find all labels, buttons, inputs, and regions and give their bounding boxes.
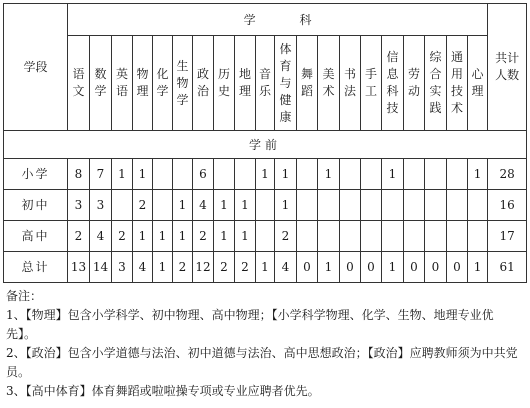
count-cell: 1	[468, 159, 488, 190]
count-cell: 1	[173, 190, 193, 221]
stage-cell: 高中	[4, 221, 68, 252]
count-cell: 14	[90, 252, 112, 283]
count-cell	[361, 159, 382, 190]
count-cell: 13	[68, 252, 90, 283]
table-row	[4, 221, 527, 252]
notes-line-1: 1、【物理】包含小学科学、初中物理、高中物理；【小学科学物理、化学、生物、地理专业优先】。	[6, 308, 494, 341]
subject-header-cell: 手工	[361, 36, 382, 131]
count-cell: 2	[193, 221, 214, 252]
subject-header-cell: 历史	[214, 36, 235, 131]
count-cell: 2	[275, 221, 297, 252]
count-cell: 1	[214, 221, 235, 252]
table-row	[4, 159, 527, 190]
count-cell	[425, 190, 447, 221]
count-cell: 4	[90, 221, 112, 252]
count-cell	[361, 190, 382, 221]
count-cell: 0	[425, 252, 447, 283]
count-cell	[297, 159, 318, 190]
count-cell: 8	[68, 159, 90, 190]
stage-header: 学段	[4, 4, 68, 131]
table-row	[4, 252, 527, 283]
stage-cell: 小学	[4, 159, 68, 190]
stage-cell: 总计	[4, 252, 68, 283]
count-cell: 4	[133, 252, 153, 283]
total-cell: 16	[488, 190, 527, 221]
notes-section	[6, 287, 520, 401]
count-cell: 2	[214, 252, 235, 283]
count-cell: 1	[173, 221, 193, 252]
subject-header-cell: 物理	[133, 36, 153, 131]
count-cell: 1	[153, 252, 173, 283]
count-cell: 1	[318, 159, 340, 190]
count-cell: 2	[235, 252, 256, 283]
count-cell	[153, 159, 173, 190]
count-cell: 1	[256, 159, 275, 190]
staff-table	[3, 3, 527, 283]
subject-header-cell: 信息科技	[382, 36, 404, 131]
count-cell	[404, 159, 425, 190]
count-cell	[382, 221, 404, 252]
count-cell	[468, 221, 488, 252]
count-cell	[153, 190, 173, 221]
count-cell	[468, 190, 488, 221]
count-cell	[256, 190, 275, 221]
count-cell: 1	[318, 252, 340, 283]
count-cell: 3	[68, 190, 90, 221]
count-cell: 2	[133, 190, 153, 221]
total-header: 共计人数	[488, 4, 527, 131]
count-cell: 1	[256, 252, 275, 283]
subject-header-cell: 地理	[235, 36, 256, 131]
subject-header-cell: 通用技术	[447, 36, 468, 131]
count-cell: 3	[112, 252, 133, 283]
total-cell: 61	[488, 252, 527, 283]
preschool-label: 学前	[4, 131, 527, 159]
count-cell: 1	[214, 190, 235, 221]
subject-header-cell: 政治	[193, 36, 214, 131]
count-cell: 0	[340, 252, 361, 283]
count-cell: 1	[133, 221, 153, 252]
header-row-2	[4, 36, 527, 131]
count-cell	[340, 190, 361, 221]
subject-header-cell: 化学	[153, 36, 173, 131]
count-cell	[297, 190, 318, 221]
count-cell: 1	[133, 159, 153, 190]
count-cell	[340, 221, 361, 252]
count-cell	[404, 190, 425, 221]
count-cell: 1	[275, 190, 297, 221]
count-cell	[425, 159, 447, 190]
subject-header-cell: 生物学	[173, 36, 193, 131]
count-cell: 2	[173, 252, 193, 283]
count-cell: 12	[193, 252, 214, 283]
count-cell: 1	[382, 252, 404, 283]
table-row	[4, 190, 527, 221]
count-cell: 1	[112, 159, 133, 190]
subject-header-cell: 数学	[90, 36, 112, 131]
count-cell	[318, 190, 340, 221]
header-row-1	[4, 4, 527, 36]
count-cell	[447, 190, 468, 221]
count-cell: 1	[153, 221, 173, 252]
count-cell: 6	[193, 159, 214, 190]
subject-header-cell: 书法	[340, 36, 361, 131]
subject-header-cell: 音乐	[256, 36, 275, 131]
count-cell	[318, 221, 340, 252]
subject-header-cell: 英语	[112, 36, 133, 131]
count-cell	[361, 221, 382, 252]
stage-cell: 初中	[4, 190, 68, 221]
count-cell	[173, 159, 193, 190]
count-cell: 2	[112, 221, 133, 252]
count-cell	[256, 221, 275, 252]
count-cell: 7	[90, 159, 112, 190]
count-cell: 4	[193, 190, 214, 221]
count-cell: 1	[235, 221, 256, 252]
total-cell: 17	[488, 221, 527, 252]
count-cell	[214, 159, 235, 190]
count-cell	[297, 221, 318, 252]
count-cell: 0	[447, 252, 468, 283]
subjects-header: 学 科	[68, 4, 488, 36]
count-cell: 2	[68, 221, 90, 252]
count-cell	[447, 159, 468, 190]
subject-header-cell: 语文	[68, 36, 90, 131]
notes-line-2: 2、【政治】包含小学道德与法治、初中道德与法治、高中思想政治；【政治】应聘教师须为中共党员。	[6, 346, 518, 379]
subject-header-cell: 心理	[468, 36, 488, 131]
subject-header-cell: 舞蹈	[297, 36, 318, 131]
notes-line-3: 3、【高中体育】体育舞蹈或啦啦操专项或专业应聘者优先。	[6, 384, 320, 398]
subject-header-cell: 劳动	[404, 36, 425, 131]
count-cell: 1	[468, 252, 488, 283]
count-cell: 1	[275, 159, 297, 190]
subject-header-cell: 综合实践	[425, 36, 447, 131]
notes-title: 备注：	[6, 289, 43, 303]
count-cell: 0	[404, 252, 425, 283]
count-cell: 0	[297, 252, 318, 283]
count-cell: 1	[235, 190, 256, 221]
count-cell	[447, 221, 468, 252]
subject-header-cell: 美术	[318, 36, 340, 131]
count-cell	[112, 190, 133, 221]
count-cell	[340, 159, 361, 190]
count-cell: 0	[361, 252, 382, 283]
subject-header-cell: 体育与健康	[275, 36, 297, 131]
count-cell: 4	[275, 252, 297, 283]
count-cell	[425, 221, 447, 252]
total-cell: 28	[488, 159, 527, 190]
count-cell: 1	[382, 159, 404, 190]
count-cell: 3	[90, 190, 112, 221]
count-cell	[404, 221, 425, 252]
count-cell	[382, 190, 404, 221]
preschool-row	[4, 131, 527, 159]
count-cell	[235, 159, 256, 190]
